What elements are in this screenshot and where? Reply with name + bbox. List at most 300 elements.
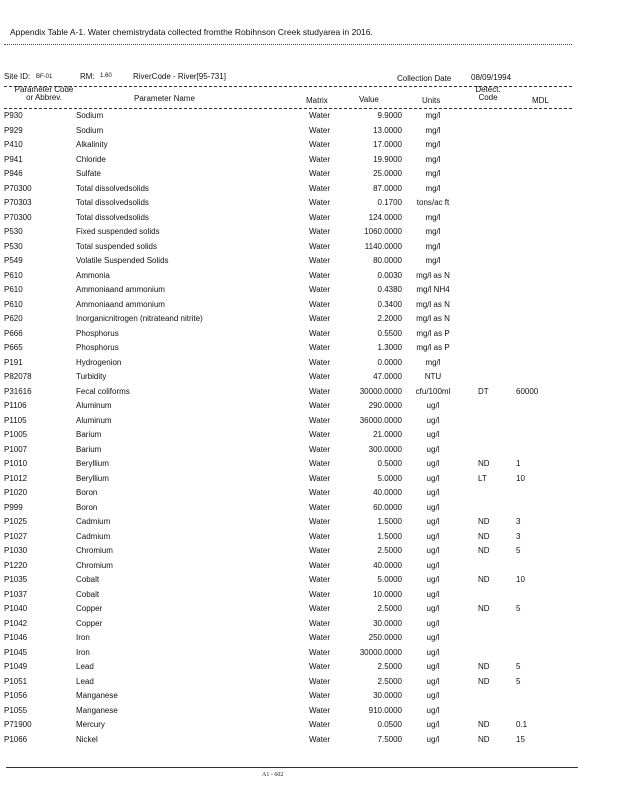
cell-value: 80.0000: [373, 256, 402, 265]
cell-value: 25.0000: [373, 169, 402, 178]
cell-name: Cadmium: [76, 531, 111, 541]
cell-code: P1046: [4, 633, 28, 642]
cell-units: ug/l: [426, 734, 440, 744]
data-table: [4, 110, 572, 748]
cell-detect: ND: [478, 517, 490, 526]
cell-value: 2.5000: [377, 662, 402, 671]
cell-value: 2.5000: [377, 676, 402, 686]
cell-units: ug/l: [426, 444, 440, 454]
cell-code: P1045: [4, 647, 28, 657]
cell-name: Lead: [76, 676, 94, 686]
cell-matrix: Water: [309, 488, 331, 497]
cell-units: ug/l: [426, 604, 440, 613]
cell-units: ug/l: [426, 618, 440, 628]
cell-code: P1027: [4, 531, 28, 541]
rm-value: 1.60: [100, 73, 112, 79]
cell-value: 1140.0000: [364, 241, 402, 251]
cell-matrix: Water: [309, 589, 331, 599]
cell-detect: ND: [478, 531, 490, 541]
cell-units: ug/l: [426, 473, 440, 483]
cell-code: P1220: [4, 560, 28, 570]
cell-value: 2.5000: [377, 604, 402, 613]
cell-units: ug/l: [426, 517, 440, 526]
table-row: [4, 400, 572, 415]
cell-code: P1030: [4, 546, 28, 555]
cell-value: 30000.0000: [359, 647, 402, 657]
cell-matrix: Water: [309, 314, 331, 323]
cell-code: P530: [4, 241, 23, 251]
cell-detect: ND: [478, 459, 490, 468]
cell-name: Total suspended solids: [76, 241, 157, 251]
cell-code: P1042: [4, 618, 28, 628]
header-detect: [470, 86, 506, 102]
cell-code: P1055: [4, 705, 28, 715]
cell-name: Ammonia: [76, 270, 110, 280]
cell-name: Cobalt: [76, 575, 100, 584]
cell-units: mg/l as N: [416, 270, 450, 280]
cell-matrix: Water: [309, 227, 331, 236]
cell-name: Total dissolvedsolids: [76, 183, 149, 193]
cell-matrix: Water: [309, 111, 331, 120]
cell-code: P610: [4, 285, 23, 294]
cell-name: Boron: [76, 488, 98, 497]
cell-matrix: Water: [309, 546, 331, 555]
cell-units: mg/l: [425, 140, 441, 149]
cell-value: 30.0000: [373, 618, 402, 628]
page-title: Appendix Table A-1. Water chemistrydata collected fromthe Robihnson Creek studyarea in 2016.: [10, 27, 373, 37]
cell-mdl: 60000: [516, 386, 539, 396]
cell-units: ug/l: [426, 720, 440, 729]
cell-code: P666: [4, 328, 23, 338]
cell-code: P1005: [4, 430, 28, 439]
cell-units: mg/l: [425, 227, 441, 236]
cell-code: P1056: [4, 691, 28, 700]
table-row: [4, 110, 572, 125]
cell-matrix: Water: [309, 343, 331, 352]
cell-code: P530: [4, 227, 23, 236]
cell-units: mg/l: [425, 169, 441, 178]
cell-matrix: Water: [309, 633, 331, 642]
table-row: [4, 415, 572, 430]
table-row: [4, 299, 572, 314]
table-row: [4, 458, 572, 473]
cell-value: 0.3400: [377, 299, 402, 309]
cell-value: 250.0000: [368, 633, 402, 642]
cell-name: Volatile Suspended Solids: [76, 256, 169, 265]
cell-value: 47.0000: [373, 372, 402, 381]
table-row: [4, 734, 572, 749]
cell-detect: ND: [478, 720, 490, 729]
cell-matrix: Water: [309, 169, 331, 178]
cell-matrix: Water: [309, 198, 331, 207]
table-row: [4, 516, 572, 531]
cell-name: Manganese: [76, 705, 118, 715]
table-row: [4, 429, 572, 444]
cell-units: mg/l NH4: [416, 285, 450, 294]
cell-units: mg/l: [425, 111, 441, 120]
cell-name: Manganese: [76, 691, 118, 700]
cell-mdl: 3: [516, 517, 521, 526]
cell-name: Turbidity: [76, 372, 107, 381]
cell-mdl: 0.1: [516, 720, 528, 729]
table-row: [4, 531, 572, 546]
cell-name: Phosphorus: [76, 343, 119, 352]
table-row: [4, 545, 572, 560]
cell-code: P620: [4, 314, 23, 323]
page-number: A1 - 602: [262, 772, 284, 778]
cell-units: NTU: [424, 372, 442, 381]
cell-name: Chloride: [76, 154, 106, 164]
site-id-value: BF-01: [36, 74, 53, 80]
cell-detect: DT: [478, 386, 489, 396]
cell-matrix: Water: [309, 372, 331, 381]
header-detect-line2: Code: [478, 93, 498, 102]
table-row: [4, 270, 572, 285]
title-divider: [4, 44, 572, 45]
cell-value: 0.0030: [377, 270, 402, 280]
table-row: [4, 647, 572, 662]
cell-value: 124.0000: [368, 212, 402, 222]
table-row: [4, 618, 572, 633]
cell-units: mg/l as P: [416, 328, 450, 338]
table-row: [4, 342, 572, 357]
footer-rule: [6, 767, 578, 768]
cell-matrix: Water: [309, 256, 331, 265]
cell-value: 0.5500: [377, 328, 402, 338]
cell-code: P1049: [4, 662, 28, 671]
cell-matrix: Water: [309, 691, 331, 700]
cell-name: Boron: [76, 502, 98, 512]
cell-matrix: Water: [309, 720, 331, 729]
cell-detect: ND: [478, 604, 490, 613]
cell-value: 13.0000: [373, 125, 402, 135]
cell-units: mg/l: [425, 241, 441, 251]
cell-name: Ammoniaand ammonium: [76, 299, 165, 309]
cell-code: P941: [4, 154, 23, 164]
cell-mdl: 10: [516, 575, 525, 584]
cell-code: P1040: [4, 604, 28, 613]
cell-units: ug/l: [426, 430, 440, 439]
rm-label: RM:: [80, 72, 95, 81]
cell-units: ug/l: [426, 502, 440, 512]
table-row: [4, 632, 572, 647]
cell-value: 910.0000: [368, 705, 402, 715]
cell-code: P410: [4, 140, 23, 149]
cell-matrix: Water: [309, 415, 331, 425]
table-row: [4, 560, 572, 575]
cell-value: 19.9000: [373, 154, 402, 164]
cell-value: 60.0000: [373, 502, 402, 512]
cell-code: P1007: [4, 444, 28, 454]
cell-code: P1020: [4, 488, 28, 497]
cell-name: Barium: [76, 430, 102, 439]
table-row: [4, 603, 572, 618]
cell-units: mg/l as N: [416, 314, 450, 323]
cell-code: P549: [4, 256, 23, 265]
cell-code: P1105: [4, 415, 27, 425]
cell-units: ug/l: [426, 676, 440, 686]
cell-code: P999: [4, 502, 23, 512]
table-row: [4, 212, 572, 227]
cell-value: 2.5000: [377, 546, 402, 555]
cell-value: 1.5000: [377, 517, 402, 526]
cell-mdl: 5: [516, 546, 521, 555]
cell-units: ug/l: [426, 705, 440, 715]
cell-mdl: 10: [516, 473, 525, 483]
table-row: [4, 226, 572, 241]
cell-name: Sodium: [76, 111, 104, 120]
header-code: [8, 86, 80, 102]
cell-matrix: Water: [309, 575, 331, 584]
cell-detect: ND: [478, 734, 490, 744]
cell-value: 5.0000: [377, 575, 402, 584]
header-units: Units: [422, 96, 441, 105]
cell-name: Ammoniaand ammonium: [76, 285, 165, 294]
table-row: [4, 197, 572, 212]
cell-code: P31616: [4, 386, 32, 396]
cell-name: Aluminum: [76, 415, 112, 425]
cell-matrix: Water: [309, 604, 331, 613]
cell-matrix: Water: [309, 357, 331, 367]
cell-units: ug/l: [426, 647, 440, 657]
cell-name: Lead: [76, 662, 94, 671]
table-row: [4, 284, 572, 299]
cell-units: mg/l: [425, 212, 441, 222]
cell-name: Beryllium: [76, 473, 109, 483]
table-row: [4, 473, 572, 488]
cell-name: Sodium: [76, 125, 104, 135]
cell-name: Copper: [76, 618, 103, 628]
table-row: [4, 676, 572, 691]
cell-matrix: Water: [309, 517, 331, 526]
table-row: [4, 589, 572, 604]
cell-units: ug/l: [426, 459, 440, 468]
river-code: RiverCode - River[95-731]: [133, 72, 226, 81]
cell-code: P946: [4, 169, 23, 178]
table-row: [4, 125, 572, 140]
cell-units: ug/l: [426, 691, 440, 700]
cell-matrix: Water: [309, 299, 331, 309]
collection-date-value: 08/09/1994: [471, 73, 512, 82]
cell-value: 87.0000: [373, 183, 402, 193]
cell-name: Inorganicnitrogen (nitrateand nitrite): [76, 314, 203, 323]
cell-name: Alkalinity: [76, 140, 108, 149]
header-mdl: MDL: [532, 96, 549, 105]
cell-units: ug/l: [426, 531, 440, 541]
cell-value: 40.0000: [373, 560, 402, 570]
cell-code: P1051: [4, 676, 28, 686]
table-row: [4, 386, 572, 401]
cell-value: 36000.0000: [359, 415, 402, 425]
table-row: [4, 154, 572, 169]
cell-units: mg/l: [425, 357, 441, 367]
cell-units: ug/l: [426, 575, 440, 584]
cell-name: Cobalt: [76, 589, 100, 599]
table-row: [4, 328, 572, 343]
cell-name: Phosphorus: [76, 328, 119, 338]
cell-matrix: Water: [309, 183, 331, 193]
cell-matrix: Water: [309, 140, 331, 149]
cell-matrix: Water: [309, 386, 331, 396]
table-row: [4, 661, 572, 676]
cell-units: mg/l: [425, 183, 441, 193]
cell-name: Total dissolvedsolids: [76, 198, 149, 207]
cell-units: mg/l: [425, 256, 441, 265]
collection-date-label: Collection Date: [397, 74, 452, 83]
cell-value: 21.0000: [373, 430, 402, 439]
cell-matrix: Water: [309, 430, 331, 439]
cell-name: Cadmium: [76, 517, 111, 526]
table-row: [4, 719, 572, 734]
cell-matrix: Water: [309, 459, 331, 468]
table-row: [4, 357, 572, 372]
cell-units: ug/l: [426, 560, 440, 570]
cell-code: P70300: [4, 212, 32, 222]
table-row: [4, 502, 572, 517]
cell-value: 0.4380: [377, 285, 402, 294]
cell-units: cfu/100ml: [415, 386, 451, 396]
cell-code: P1066: [4, 734, 28, 744]
cell-name: Fixed suspended solids: [76, 227, 160, 236]
header-code-line1: Parameter Code: [14, 85, 74, 94]
cell-code: P191: [4, 357, 23, 367]
cell-detect: ND: [478, 676, 490, 686]
cell-name: Iron: [76, 633, 90, 642]
cell-name: Aluminum: [76, 401, 112, 410]
cell-value: 7.5000: [377, 734, 402, 744]
table-row: [4, 690, 572, 705]
cell-units: ug/l: [426, 415, 440, 425]
cell-code: P1106: [4, 401, 27, 410]
cell-matrix: Water: [309, 125, 331, 135]
cell-matrix: Water: [309, 473, 331, 483]
cell-matrix: Water: [309, 328, 331, 338]
cell-name: Mercury: [76, 720, 105, 729]
header-detect-line1: Detect.: [475, 85, 501, 94]
table-row: [4, 487, 572, 502]
cell-units: ug/l: [426, 401, 440, 410]
cell-matrix: Water: [309, 676, 331, 686]
cell-matrix: Water: [309, 560, 331, 570]
cell-name: Chromium: [76, 560, 113, 570]
cell-units: ug/l: [426, 488, 440, 497]
table-row: [4, 183, 572, 198]
cell-value: 9.9000: [377, 111, 402, 120]
cell-units: mg/l as N: [416, 299, 450, 309]
cell-units: ug/l: [426, 546, 440, 555]
header-matrix: Matrix: [306, 96, 328, 105]
cell-matrix: Water: [309, 705, 331, 715]
cell-name: Iron: [76, 647, 90, 657]
table-row: [4, 444, 572, 459]
cell-mdl: 5: [516, 662, 521, 671]
cell-code: P1037: [4, 589, 28, 599]
cell-matrix: Water: [309, 285, 331, 294]
table-row: [4, 705, 572, 720]
cell-matrix: Water: [309, 734, 331, 744]
cell-units: mg/l as P: [416, 343, 450, 352]
table-row: [4, 139, 572, 154]
cell-matrix: Water: [309, 618, 331, 628]
cell-detect: ND: [478, 662, 490, 671]
cell-value: 1060.0000: [364, 227, 402, 236]
cell-name: Fecal coliforms: [76, 386, 130, 396]
header-code-line2: or Abbrev.: [26, 93, 62, 102]
cell-code: P930: [4, 111, 23, 120]
table-row: [4, 168, 572, 183]
cell-code: P82078: [4, 372, 32, 381]
table-row: [4, 371, 572, 386]
cell-value: 30.0000: [373, 691, 402, 700]
cell-matrix: Water: [309, 270, 331, 280]
table-row: [4, 313, 572, 328]
table-header: [4, 86, 572, 108]
cell-units: mg/l: [425, 125, 441, 135]
cell-value: 30000.0000: [359, 386, 402, 396]
cell-name: Nickel: [76, 734, 98, 744]
cell-value: 0.5000: [377, 459, 402, 468]
cell-mdl: 3: [516, 531, 521, 541]
cell-value: 17.0000: [373, 140, 402, 149]
table-row: [4, 241, 572, 256]
cell-units: ug/l: [426, 633, 440, 642]
cell-detect: ND: [478, 546, 490, 555]
cell-code: P929: [4, 125, 23, 135]
site-id-label: Site ID:: [4, 72, 31, 81]
cell-code: P1012: [4, 473, 28, 483]
cell-code: P610: [4, 270, 23, 280]
cell-name: Total dissolvedsolids: [76, 212, 149, 222]
cell-code: P1035: [4, 575, 28, 584]
cell-name: Copper: [76, 604, 103, 613]
cell-units: mg/l: [425, 154, 441, 164]
cell-code: P610: [4, 299, 23, 309]
cell-code: P1025: [4, 517, 28, 526]
cell-name: Beryllium: [76, 459, 109, 468]
cell-code: P71900: [4, 720, 32, 729]
cell-value: 5.0000: [377, 473, 402, 483]
table-row: [4, 255, 572, 270]
cell-code: P1010: [4, 459, 28, 468]
cell-name: Sulfate: [76, 169, 101, 178]
cell-matrix: Water: [309, 502, 331, 512]
cell-value: 0.0000: [377, 357, 402, 367]
cell-code: P665: [4, 343, 23, 352]
cell-value: 300.0000: [368, 444, 402, 454]
cell-value: 290.0000: [368, 401, 402, 410]
cell-value: 1.3000: [377, 343, 402, 352]
cell-value: 0.0500: [377, 720, 402, 729]
cell-matrix: Water: [309, 662, 331, 671]
cell-matrix: Water: [309, 212, 331, 222]
cell-units: tons/ac ft: [416, 198, 450, 207]
site-info-row: [4, 72, 572, 84]
cell-detect: ND: [478, 575, 490, 584]
cell-value: 1.5000: [377, 531, 402, 541]
cell-value: 40.0000: [373, 488, 402, 497]
table-row: [4, 574, 572, 589]
cell-mdl: 15: [516, 734, 525, 744]
cell-units: ug/l: [426, 662, 440, 671]
cell-name: Chromium: [76, 546, 113, 555]
header-name: Parameter Name: [134, 94, 195, 103]
cell-value: 2.2000: [377, 314, 402, 323]
cell-matrix: Water: [309, 241, 331, 251]
cell-matrix: Water: [309, 444, 331, 454]
cell-matrix: Water: [309, 154, 331, 164]
cell-value: 10.0000: [373, 589, 402, 599]
cell-mdl: 5: [516, 604, 521, 613]
